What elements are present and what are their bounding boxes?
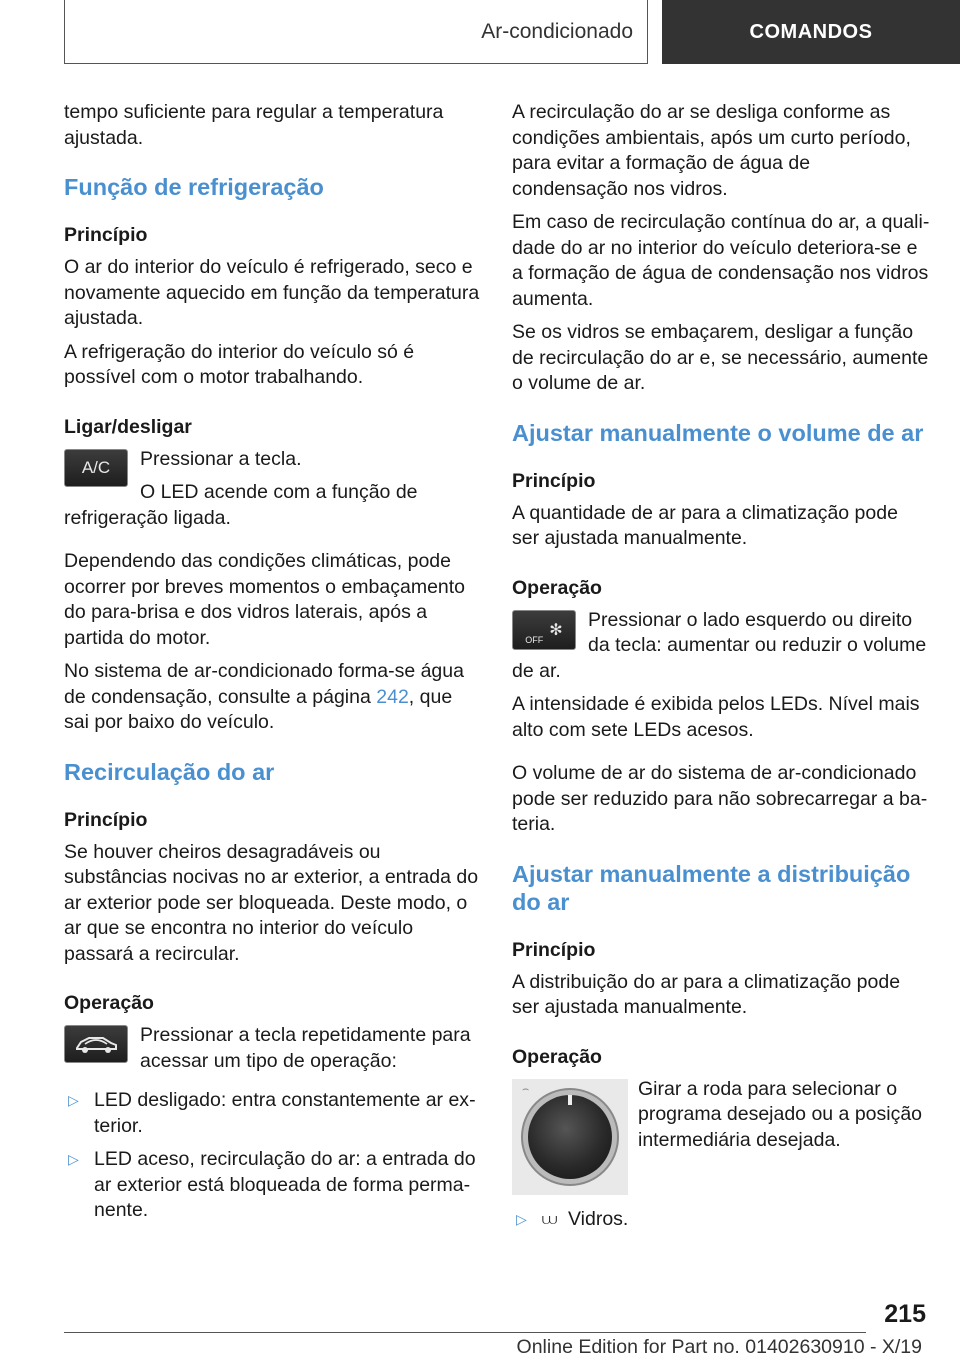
paragraph: Dependendo das condições climáticas, pode ocorrer por breves momentos o embaçamento do para-brisa e dos vidros laterais, após a partida do motor. [64, 550, 466, 649]
air-distribution-dial-icon [512, 1079, 628, 1195]
subheading-principle: Princípio [512, 938, 596, 961]
paragraph: Pressionar a tecla repetidamente para acessar um tipo de operação: [140, 1024, 471, 1072]
footer-divider [64, 1332, 866, 1333]
left-column [64, 100, 480, 1232]
paragraph: No sistema de ar-condicionado forma-se água de condensação, consulte a página 242, que sai por baixo do veículo. [64, 660, 464, 733]
triangle-bullet-icon: ▷ [68, 1092, 79, 1108]
recirculation-key-icon [64, 1025, 128, 1063]
subheading-operation: Operação [64, 992, 154, 1014]
list-item: ▷ ⩊ Vidros. [512, 1207, 930, 1233]
ac-key-icon [64, 449, 128, 487]
fan-key-icon [512, 610, 576, 650]
fan-icon: ✻ [549, 621, 563, 639]
heading-air-recirculation: Recirculação do ar [64, 758, 275, 785]
ac-key-label: A/C [81, 457, 111, 477]
car-recirculation-icon [71, 1032, 121, 1056]
list-item: ▷ LED desligado: entra constantemente ar exterior. [68, 1089, 476, 1137]
subheading-operation: Operação [512, 576, 602, 599]
subheading-operation: Operação [512, 1045, 602, 1068]
paragraph: O ar do interior do veículo é refrigerado, seco e novamente aquecido em função da temperatura ajustada. [64, 256, 480, 329]
paragraph: A intensidade é exibida pelos LEDs. Nível mais alto com sete LEDs acesos. [512, 693, 920, 741]
windscreen-icon: ⩊ [542, 1210, 558, 1228]
subheading-principle: Princípio [64, 224, 148, 246]
list-item: ▷ LED aceso, recirculação do ar: a entrada do ar exterior está bloqueada de forma permanente. [68, 1148, 476, 1221]
heading-air-distribution: Ajustar manualmente a distribuição do ar [512, 860, 911, 915]
paragraph: A distribuição do ar para a climatização pode ser ajustada manualmente. [512, 970, 901, 1018]
header-section-box [64, 0, 648, 64]
chapter-tab: COMANDOS [662, 0, 960, 64]
paragraph: A quantidade de ar para a climatização pode ser ajustada manualmente. [512, 501, 898, 549]
paragraph: A recirculação do ar se desliga conforme as condições ambientais, após um curto período, para evitar a formação de água de condensação nos vidros. [512, 101, 911, 200]
paragraph: Pressionar o lado esquerdo ou direito da tecla: aumentar ou reduzir o volume de ar. [512, 608, 927, 682]
paragraph: O volume de ar do sistema de ar-condicionado pode ser reduzido para não sobrecarregar a bateria. [512, 762, 928, 835]
fan-off-label: OFF [525, 634, 544, 645]
triangle-bullet-icon: ▷ [516, 1210, 527, 1227]
footer-edition: Online Edition for Part no. 01402630910 - X/19 [516, 1336, 922, 1358]
heading-air-volume: Ajustar manualmente o volume de ar [512, 419, 924, 446]
triangle-bullet-icon: ▷ [68, 1151, 79, 1167]
subheading-on-off: Ligar/desligar [64, 415, 192, 438]
paragraph: Em caso de recirculação contínua do ar, a qualidade do ar no interior do veículo deteriora-se e a formação de água de condensação nos vidros aumenta. [512, 211, 930, 310]
heading-cooling-function: Função de refrigeração [64, 174, 324, 200]
section-title: Ar-condicionado [481, 19, 633, 43]
page-number: 215 [884, 1300, 926, 1328]
page-link[interactable]: 242 [376, 685, 409, 708]
subheading-principle: Princípio [64, 808, 148, 831]
paragraph: Pressionar a tecla. [140, 447, 302, 470]
paragraph: Se os vidros se embaçarem, desligar a função de recirculação do ar e, se necessário, aumente o volume de ar. [512, 321, 929, 394]
subheading-principle: Princípio [512, 469, 596, 492]
paragraph: tempo suficiente para regular a temperatura ajustada. [64, 101, 444, 149]
paragraph: Girar a roda para selecionar o programa desejado ou a posição intermediária desejada. [638, 1077, 923, 1151]
right-column [512, 100, 930, 1240]
operation-mode-list [64, 1088, 480, 1224]
paragraph: Se houver cheiros desagradáveis ou substâncias nocivas no ar exterior, a entrada do ar exterior pode ser bloqueada. Deste modo, o ar que se encontra no interior do veículo passará a recircular. [64, 840, 479, 965]
windscreen-icon: ⌢ [522, 1082, 530, 1095]
paragraph: O LED acende com a função de refrigeração ligada. [64, 481, 418, 529]
paragraph: A refrigeração do interior do veículo só é possível com o motor trabalhando. [64, 340, 415, 388]
distribution-list [512, 1207, 930, 1233]
